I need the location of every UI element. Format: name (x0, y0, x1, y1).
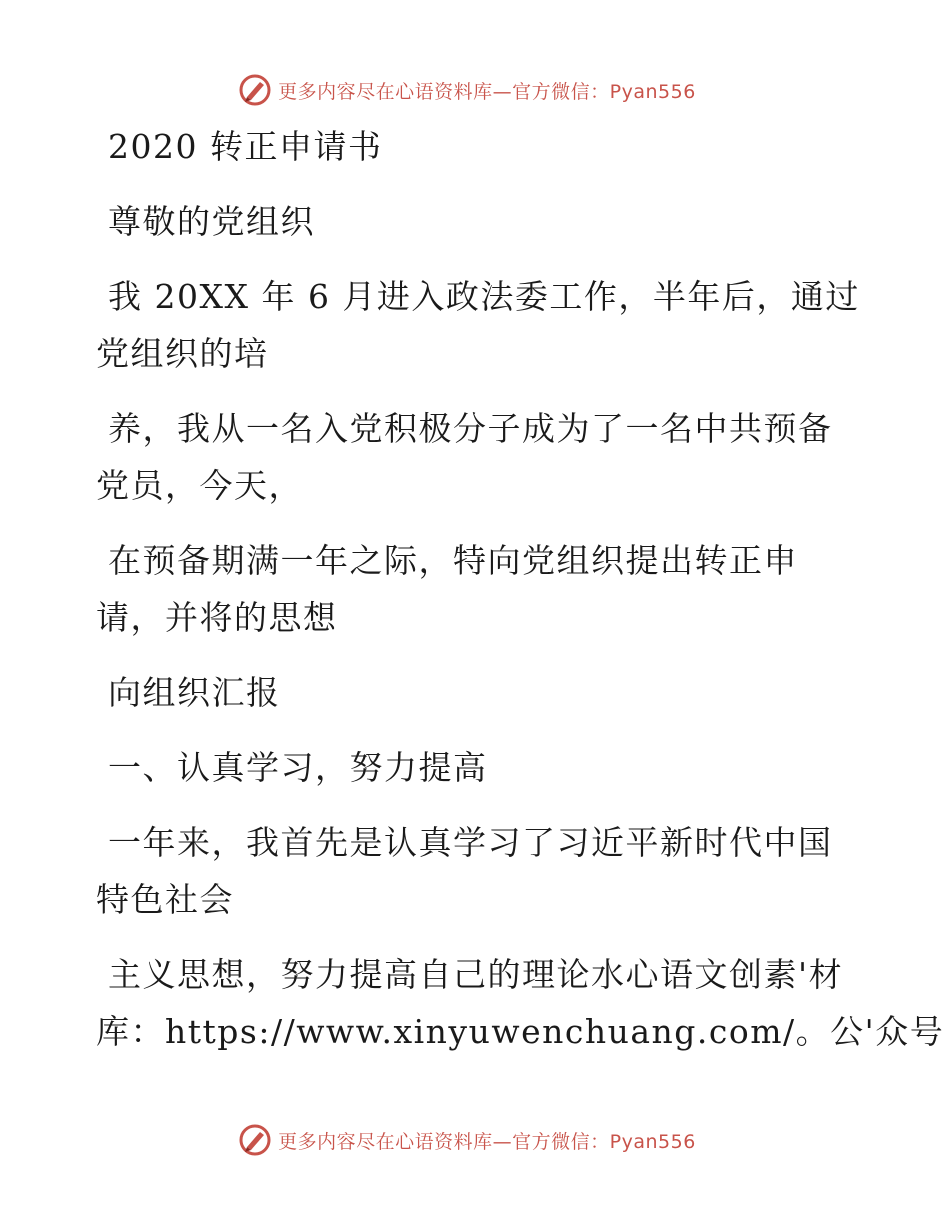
document-body (96, 118, 945, 1060)
header-watermark-text: 更多内容尽在心语资料库—官方微信：Pyan556 (278, 80, 696, 103)
doc-line: 特色社会 (96, 880, 234, 919)
doc-line: 库：https://www.xinyuwenchuang.com/。公'众号 (96, 1012, 945, 1051)
doc-line: 向组织汇报 (108, 673, 281, 712)
header-watermark-inner (238, 73, 696, 107)
doc-line: 请，并将的思想 (96, 598, 338, 637)
doc-line: 养，我从一名入党积极分子成为了一名中共预备 (108, 409, 833, 448)
footer-watermark-inner (238, 1123, 696, 1157)
doc-line: 党组织的培 (96, 334, 269, 373)
doc-line: 党员，今天， (96, 466, 303, 505)
footer-watermark (0, 1120, 950, 1160)
pen-circle-logo-icon (238, 73, 272, 107)
footer-watermark-text: 更多内容尽在心语资料库—官方微信：Pyan556 (278, 1130, 696, 1153)
section-heading: 一、认真学习，努力提高 (108, 748, 488, 787)
header-watermark (0, 70, 950, 110)
doc-line: 一年来，我首先是认真学习了习近平新时代中国 (108, 823, 833, 862)
doc-salutation: 尊敬的党组织 (108, 202, 315, 241)
pen-circle-logo-icon (238, 1123, 272, 1157)
doc-line: 主义思想，努力提高自己的理论水心语文创素'材 (108, 955, 844, 994)
doc-line: 在预备期满一年之际，特向党组织提出转正申 (108, 541, 798, 580)
doc-line: 我 20XX 年 6 月进入政法委工作，半年后，通过 (108, 277, 860, 316)
doc-title: 2020 转正申请书 (108, 127, 383, 166)
